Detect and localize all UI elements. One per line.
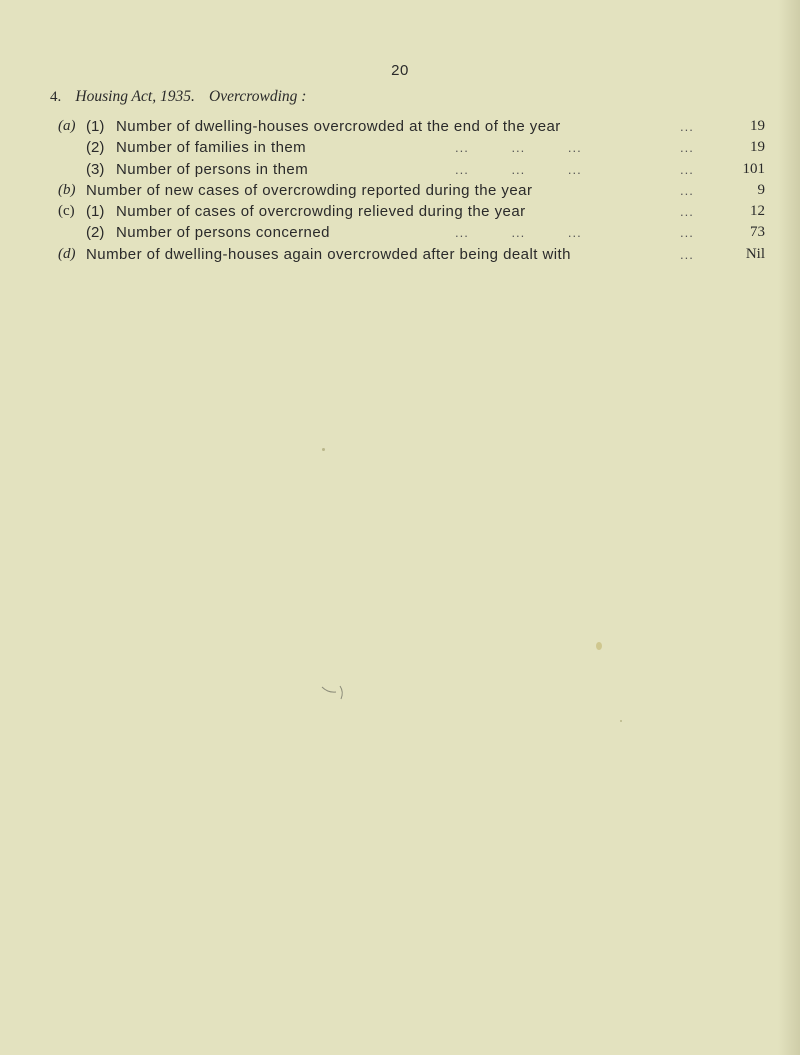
- item-leader-dots: ...: [680, 225, 694, 241]
- item-description: Number of dwelling-houses again overcrowded after being dealt with: [86, 245, 571, 263]
- item-leader-dots: ...: [680, 246, 694, 262]
- paper-speck: [596, 642, 602, 650]
- item-value: 101: [742, 160, 765, 177]
- paper-speck: [620, 720, 622, 722]
- item-description: Number of persons concerned: [116, 224, 330, 242]
- item-description: Number of dwelling-houses overcrowded at the end of the year: [116, 118, 561, 135]
- list-item: [0, 180, 800, 201]
- section-number: 4.: [50, 89, 62, 105]
- list-item: [0, 244, 800, 265]
- statistics-list: [0, 116, 800, 265]
- item-value: 73: [750, 224, 765, 241]
- act-title: Housing Act, 1935.: [75, 88, 195, 105]
- list-item: [0, 201, 800, 222]
- item-leader-dots: ...: [680, 204, 694, 220]
- item-description: Number of families in them: [116, 139, 307, 157]
- item-filler-dots: ... ... ...: [455, 161, 582, 177]
- list-item: [0, 137, 800, 158]
- item-filler-dots: ... ... ...: [455, 225, 582, 241]
- item-value: 19: [750, 118, 765, 134]
- item-leader-dots: ...: [680, 182, 694, 198]
- item-letter: (b): [58, 181, 76, 198]
- item-sub-number: (2): [86, 224, 105, 242]
- page-edge-shadow: [778, 0, 800, 1055]
- page-number: 20: [391, 62, 409, 79]
- item-description: Number of new cases of overcrowding reported during the year: [86, 181, 533, 199]
- list-item: [0, 159, 800, 180]
- item-letter: (a): [58, 118, 76, 134]
- item-value: 12: [750, 203, 765, 220]
- item-value: 19: [750, 139, 765, 156]
- ink-mark: [320, 683, 350, 701]
- item-description: Number of persons in them: [116, 160, 309, 178]
- item-sub-number: (2): [86, 139, 105, 157]
- paper-speck: [322, 448, 325, 451]
- item-leader-dots: ...: [680, 140, 694, 156]
- item-letter: (d): [58, 245, 76, 262]
- item-value: Nil: [745, 245, 765, 262]
- item-leader-dots: ...: [680, 161, 694, 177]
- item-leader-dots: ...: [680, 119, 694, 134]
- item-sub-number: (1): [86, 118, 105, 135]
- list-item: [0, 222, 800, 243]
- item-sub-number: (1): [86, 203, 105, 221]
- item-description: Number of cases of overcrowding relieved during the year: [116, 203, 526, 221]
- item-value: 9: [757, 181, 765, 198]
- item-letter: (c): [58, 203, 75, 220]
- section-subtitle: Overcrowding :: [209, 88, 307, 105]
- item-filler-dots: ... ... ...: [455, 140, 582, 156]
- section-heading: [50, 88, 306, 106]
- item-sub-number: (3): [86, 160, 105, 178]
- list-item: [0, 116, 800, 137]
